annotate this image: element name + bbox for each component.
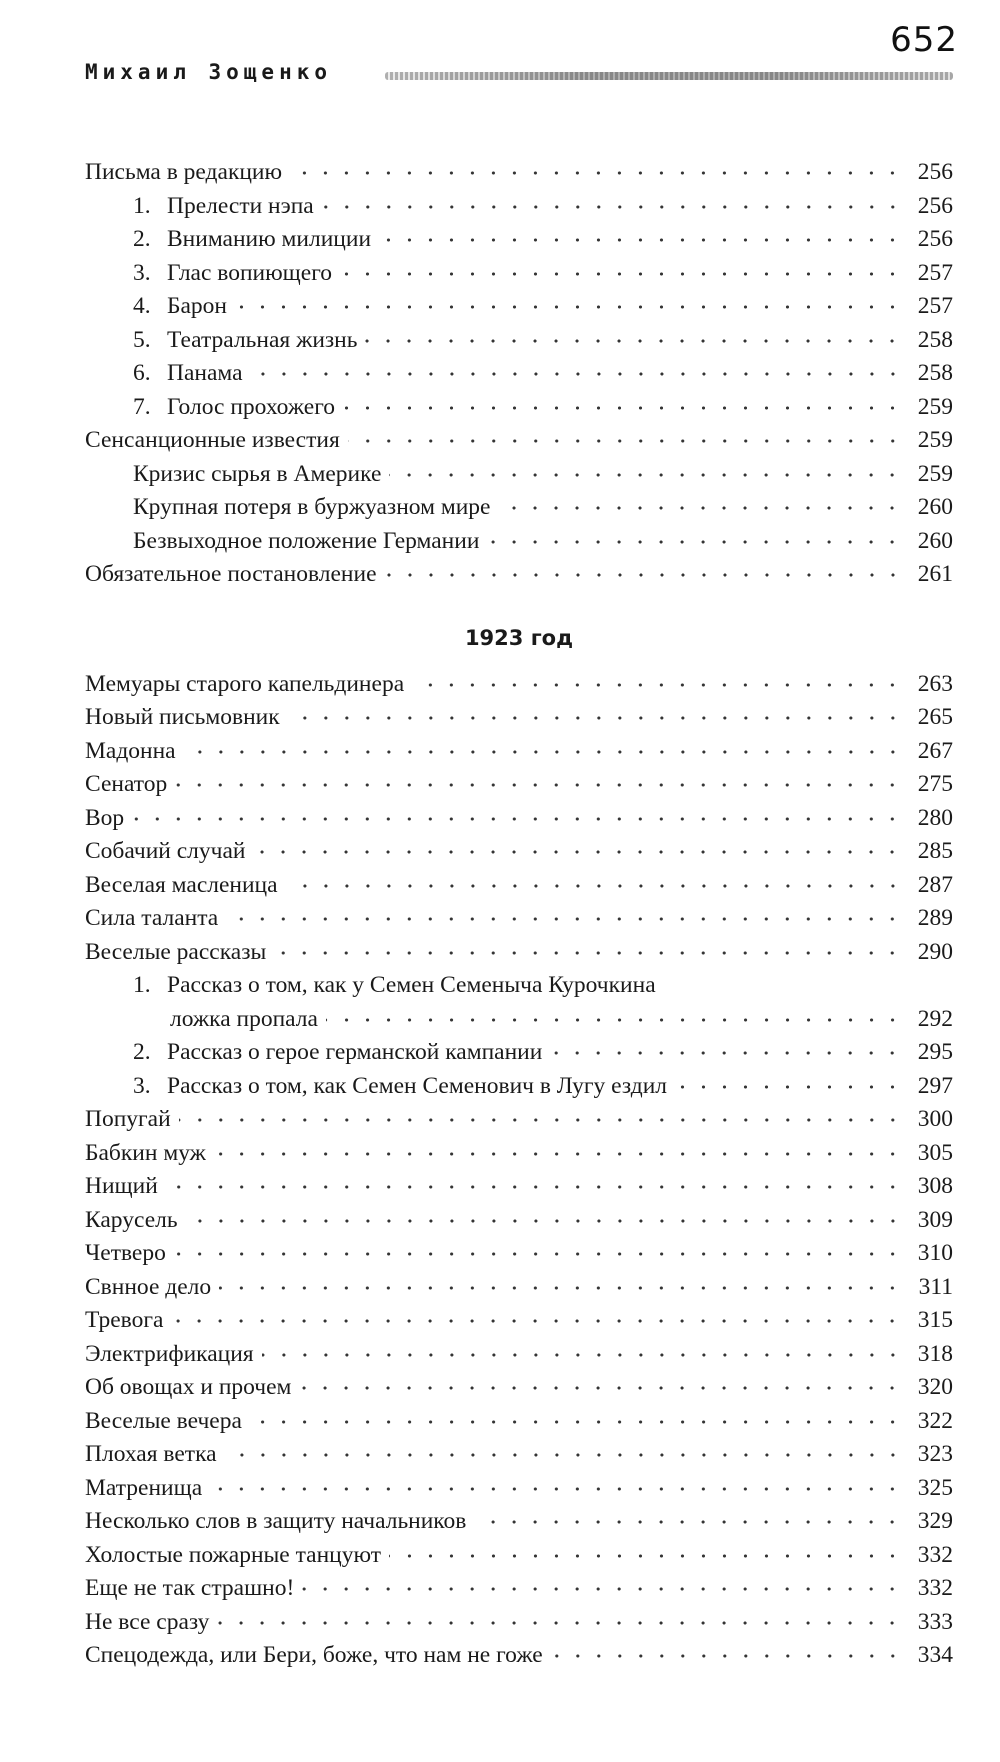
toc-entry-title: Четверо xyxy=(85,1240,166,1266)
toc-entry-title: Об овощах и прочем xyxy=(85,1374,292,1400)
toc-entry-title: Несколько слов в защиту начальников xyxy=(85,1508,467,1534)
toc-entry-title: Плохая ветка xyxy=(85,1441,217,1467)
toc-dot-leader xyxy=(385,573,903,577)
toc-entry xyxy=(85,324,953,358)
toc-entry xyxy=(85,491,953,525)
toc-entry-title: Спецодежда, или Бери, боже, что нам не гоже xyxy=(85,1642,543,1668)
toc-entry-page: 300 xyxy=(917,1106,953,1132)
toc-dot-leader xyxy=(262,1353,903,1357)
toc-entry-title: Мадонна xyxy=(85,737,176,764)
toc-dot-leader xyxy=(179,1118,903,1122)
toc-entry-page: 275 xyxy=(917,771,953,797)
toc-entry-page: 267 xyxy=(917,737,953,764)
toc-entry-title: Веселые вечера xyxy=(85,1407,242,1434)
toc-dot-leader xyxy=(551,1654,903,1658)
decorative-head-rule xyxy=(385,72,953,80)
toc-entry xyxy=(85,1271,953,1305)
toc-dot-leader xyxy=(322,205,903,209)
page-number: 652 xyxy=(890,20,958,60)
toc-dot-leader xyxy=(302,1587,903,1591)
toc-dot-leader xyxy=(250,1420,903,1424)
toc-entry xyxy=(85,357,953,391)
toc-entry-number: 7. xyxy=(133,393,151,420)
toc-entry-number: 3. xyxy=(133,259,151,286)
toc-entry-page: 259 xyxy=(917,427,953,453)
toc-entry-title: Веселая масленица xyxy=(85,871,278,898)
toc-dot-leader xyxy=(348,439,903,443)
toc-dot-leader xyxy=(675,1085,903,1089)
toc-dot-leader xyxy=(286,884,903,888)
toc-entry-number: 1. xyxy=(133,192,151,219)
toc-entry-title: Вор xyxy=(85,804,125,831)
toc-entry-title: Попугай xyxy=(85,1106,171,1132)
toc-entry-page: 295 xyxy=(917,1039,953,1065)
toc-entry-page: 290 xyxy=(917,938,953,965)
toc-entry-page: 259 xyxy=(917,460,953,487)
toc-entry-title: Вниманию милиции xyxy=(167,226,372,252)
toc-entry-page: 257 xyxy=(917,259,953,286)
toc-entry-title: Матренища xyxy=(85,1474,203,1501)
toc-entry-page: 333 xyxy=(917,1608,953,1635)
toc-entry-title: Кризис сырья в Америке xyxy=(133,460,382,487)
toc-entry-title: Рассказ о герое германской кампании xyxy=(167,1039,543,1065)
toc-dot-leader xyxy=(217,1621,903,1625)
toc-entry-number: 5. xyxy=(133,326,151,353)
toc-dot-leader xyxy=(550,1051,903,1055)
toc-dot-leader xyxy=(290,171,903,175)
toc-entry xyxy=(85,668,953,702)
toc-entry xyxy=(85,1237,953,1271)
toc-entry-page: 297 xyxy=(917,1072,953,1099)
toc-entry-title: Не все сразу xyxy=(85,1608,210,1635)
toc-entry xyxy=(85,1572,953,1606)
toc-entry-title: Обязательное постановление xyxy=(85,561,377,587)
toc-entry-page: 289 xyxy=(917,905,953,931)
toc-dot-leader xyxy=(166,1185,903,1189)
toc-entry-title: Карусель xyxy=(85,1206,178,1233)
toc-entry-title: Электрификация xyxy=(85,1340,254,1367)
toc-entry xyxy=(85,835,953,869)
toc-dot-leader xyxy=(389,1554,903,1558)
toc-entry-title: Новый письмовник xyxy=(85,704,280,730)
toc-dot-leader xyxy=(389,473,903,477)
toc-dot-leader xyxy=(184,750,903,754)
toc-entry xyxy=(85,969,953,1003)
toc-entry-page: 334 xyxy=(917,1642,953,1668)
toc-entry xyxy=(85,156,953,190)
toc-dot-leader xyxy=(365,339,903,343)
toc-entry xyxy=(85,701,953,735)
toc-entry-title: Голос прохожего xyxy=(167,393,335,420)
toc-entry-title: Холостые пожарные танцуют xyxy=(85,1541,382,1568)
toc-entry-page: 256 xyxy=(917,159,953,185)
toc-entry-title: Свнное дело xyxy=(85,1273,212,1300)
toc-entry-page: 322 xyxy=(917,1407,953,1434)
toc-section-1922 xyxy=(85,156,953,592)
toc-entry xyxy=(85,424,953,458)
toc-entry-title: Глас вопиющего xyxy=(167,259,333,286)
toc-dot-leader xyxy=(412,683,903,687)
toc-entry-page: 265 xyxy=(917,704,953,730)
toc-entry-page: 311 xyxy=(918,1273,953,1300)
toc-entry xyxy=(85,1505,953,1539)
toc-entry-page: 259 xyxy=(917,393,953,420)
toc-entry-title: Рассказ о том, как Семен Семенович в Лугу ездил xyxy=(167,1072,668,1099)
toc-dot-leader xyxy=(174,1252,903,1256)
toc-entry-page: 285 xyxy=(917,838,953,864)
toc-dot-leader xyxy=(253,850,903,854)
toc-entry-number: 2. xyxy=(133,1039,151,1065)
toc-entry-title: Крупная потеря в буржуазном мире xyxy=(133,494,491,520)
toc-entry xyxy=(85,1204,953,1238)
toc-entry-number: 3. xyxy=(133,1072,151,1099)
toc-entry-title: Письма в редакцию xyxy=(85,159,283,185)
toc-entry-number: 1. xyxy=(133,972,151,998)
toc-entry-page: 261 xyxy=(917,561,953,587)
toc-entry xyxy=(85,735,953,769)
toc-entry xyxy=(85,902,953,936)
toc-entry xyxy=(85,290,953,324)
toc-entry-page: 256 xyxy=(917,226,953,252)
toc-dot-leader xyxy=(225,1453,903,1457)
toc-entry xyxy=(85,223,953,257)
toc-entry-page: 258 xyxy=(917,360,953,386)
toc-entry-page: 329 xyxy=(917,1508,953,1534)
toc-entry-title: ложка пропала xyxy=(170,1005,318,1032)
toc-entry xyxy=(85,1003,953,1037)
toc-entry-page: 256 xyxy=(917,192,953,219)
toc-entry-title: Сила таланта xyxy=(85,905,219,931)
toc-entry xyxy=(85,1405,953,1439)
toc-dot-leader xyxy=(487,540,903,544)
toc-entry-page: 260 xyxy=(917,494,953,520)
toc-entry-title: Рассказ о том, как у Семен Семеныча Курочкина xyxy=(167,972,656,998)
toc-entry-title: Театральная жизнь xyxy=(167,326,358,353)
year-heading: 1923 год xyxy=(464,625,574,650)
running-head-author: Михаил Зощенко xyxy=(85,60,333,84)
toc-entry-title: Прелести нэпа xyxy=(167,192,314,219)
toc-entry-title: Мемуары старого капельдинера xyxy=(85,670,405,697)
toc-entry-page: 287 xyxy=(917,871,953,898)
toc-entry-page: 308 xyxy=(917,1173,953,1199)
toc-entry-title: Собачий случай xyxy=(85,838,246,864)
toc-dot-leader xyxy=(474,1520,903,1524)
toc-entry-page: 280 xyxy=(917,804,953,831)
toc-entry-title: Еще не так страшно! xyxy=(85,1575,295,1601)
toc-entry xyxy=(85,1103,953,1137)
toc-entry-title: Безвыходное положение Германии xyxy=(133,527,480,554)
toc-entry xyxy=(85,558,953,592)
toc-entry-page: 309 xyxy=(917,1206,953,1233)
toc-entry xyxy=(85,768,953,802)
toc-entry-number: 4. xyxy=(133,293,151,319)
toc-entry xyxy=(85,1371,953,1405)
toc-entry xyxy=(85,1137,953,1171)
toc-dot-leader xyxy=(214,1152,903,1156)
toc-dot-leader xyxy=(132,817,903,821)
table-of-contents xyxy=(85,156,953,1673)
toc-entry xyxy=(85,190,953,224)
toc-section-1923 xyxy=(85,668,953,1673)
toc-dot-leader xyxy=(226,917,903,921)
toc-entry-title: Сенсанционные известия xyxy=(85,427,340,453)
toc-entry xyxy=(85,525,953,559)
toc-dot-leader xyxy=(343,406,903,410)
toc-entry-page: 310 xyxy=(917,1240,953,1266)
toc-entry-title: Тревога xyxy=(85,1307,164,1333)
toc-entry xyxy=(85,1036,953,1070)
toc-entry xyxy=(85,257,953,291)
toc-entry-page: 325 xyxy=(917,1474,953,1501)
toc-entry xyxy=(85,1304,953,1338)
toc-entry xyxy=(85,1338,953,1372)
toc-entry xyxy=(85,869,953,903)
toc-dot-leader xyxy=(288,716,903,720)
toc-entry-number: 6. xyxy=(133,360,151,386)
toc-entry-page: 292 xyxy=(917,1005,953,1032)
toc-dot-leader xyxy=(219,1286,903,1290)
toc-entry-title: Барон xyxy=(167,293,228,319)
toc-entry xyxy=(85,458,953,492)
toc-entry-title: Панама xyxy=(167,360,243,386)
toc-entry-title: Бабкин муж xyxy=(85,1139,206,1166)
toc-entry xyxy=(85,1539,953,1573)
toc-entry xyxy=(85,1606,953,1640)
toc-dot-leader xyxy=(235,305,903,309)
toc-entry-page: 258 xyxy=(917,326,953,353)
toc-entry-page: 315 xyxy=(917,1307,953,1333)
toc-entry-page: 257 xyxy=(917,293,953,319)
toc-entry xyxy=(85,1472,953,1506)
toc-dot-leader xyxy=(274,951,903,955)
toc-entry xyxy=(85,1170,953,1204)
toc-dot-leader xyxy=(340,272,903,276)
toc-dot-leader xyxy=(175,783,903,787)
toc-dot-leader xyxy=(326,1018,903,1022)
toc-entry-page: 263 xyxy=(917,670,953,697)
toc-dot-leader xyxy=(171,1319,903,1323)
toc-entry-title: Веселые рассказы xyxy=(85,938,267,965)
toc-entry-page: 323 xyxy=(917,1441,953,1467)
toc-entry xyxy=(85,1639,953,1673)
toc-dot-leader xyxy=(210,1487,903,1491)
toc-entry xyxy=(85,802,953,836)
toc-dot-leader xyxy=(186,1219,903,1223)
toc-dot-leader xyxy=(379,238,903,242)
toc-entry-page: 318 xyxy=(917,1340,953,1367)
toc-entry xyxy=(85,391,953,425)
toc-entry-number: 2. xyxy=(133,226,151,252)
toc-entry-page: 260 xyxy=(917,527,953,554)
toc-entry-page: 320 xyxy=(917,1374,953,1400)
toc-entry xyxy=(85,1438,953,1472)
toc-entry-title: Сенатор xyxy=(85,771,168,797)
toc-entry-title: Нищий xyxy=(85,1173,158,1199)
toc-entry-page: 332 xyxy=(917,1575,953,1601)
toc-entry xyxy=(85,936,953,970)
toc-dot-leader xyxy=(251,372,903,376)
toc-entry-page: 332 xyxy=(917,1541,953,1568)
toc-dot-leader xyxy=(299,1386,903,1390)
toc-entry-page: 305 xyxy=(917,1139,953,1166)
toc-entry xyxy=(85,1070,953,1104)
toc-dot-leader xyxy=(498,506,903,510)
